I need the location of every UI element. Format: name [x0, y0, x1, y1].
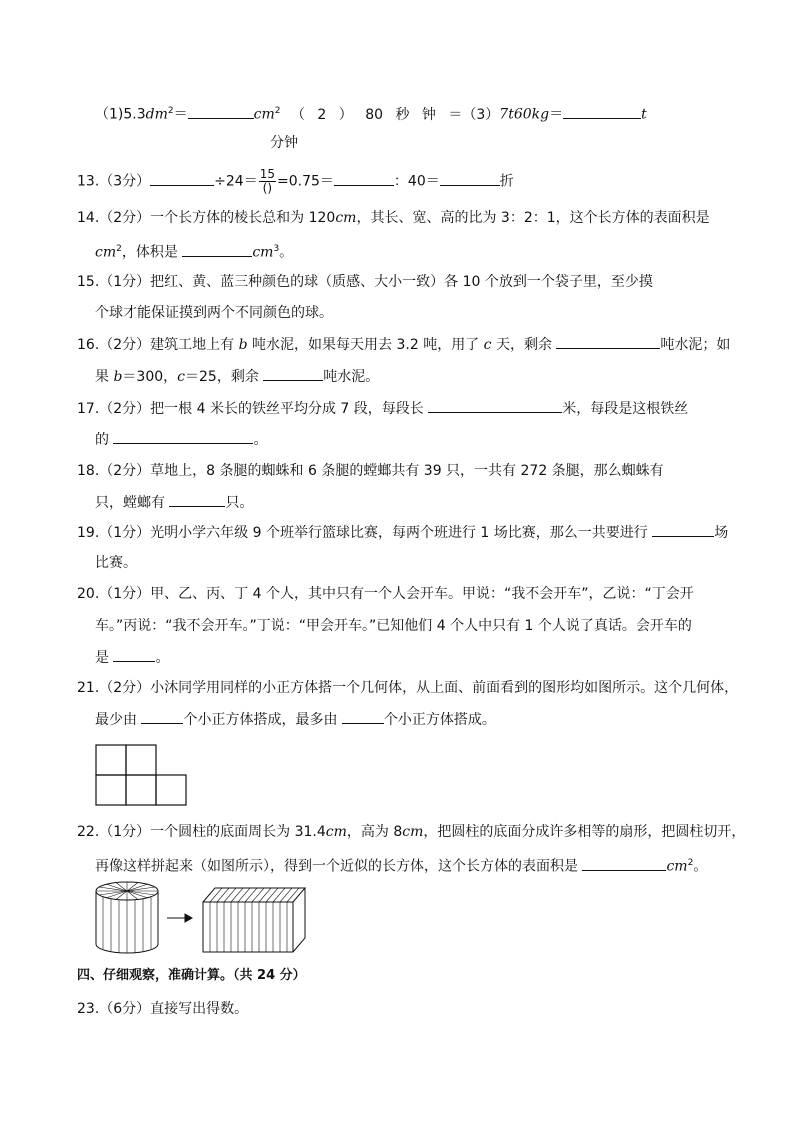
q21-square	[126, 775, 156, 805]
q12-blank-1[interactable]	[188, 104, 254, 119]
cylinder	[96, 882, 158, 953]
q20-line-3: 是 。	[95, 647, 169, 668]
q17-line-1: 17.（2分）把一根 4 米长的铁丝平均分成 7 段，每段长 米，每段是这根铁丝	[77, 398, 688, 419]
rectangular-prism	[203, 888, 305, 952]
q13-blank-3[interactable]	[440, 171, 500, 186]
arrow-icon	[167, 914, 192, 922]
q16-line-2: 果 b＝300，c＝25，剩余 吨水泥。	[95, 366, 379, 387]
q17-blank-2[interactable]	[113, 429, 253, 444]
q18-line-1: 18.（2分）草地上，8 条腿的蜘蛛和 6 条腿的螳螂共有 39 只，一共有 272 条腿，那么蜘蛛有	[77, 463, 664, 479]
q12-line-1: $(1)5.3dm^2= cm^2$ （ 2 ） 80 秒 钟 ＝（3）7t60kg＝ t	[95, 101, 647, 125]
q18-line-2: 只，螳螂有 只。	[95, 492, 253, 513]
q17-line-2: 的 。	[95, 429, 267, 450]
q21-square	[96, 775, 126, 805]
q20-line-2: 车。”丙说：“我不会开车。”丁说：“甲会开车。”已知他们 4 个人中只有 1 个人说了真话。会开车的	[95, 618, 692, 634]
q21-line-2: 最少由 个小正方体搭成，最多由 个小正方体搭成。	[95, 709, 496, 730]
q15-line-2: 个球才能保证摸到两个不同颜色的球。	[95, 305, 333, 321]
q22-line-1: 22.（1分）一个圆柱的底面周长为 31.4cm，高为 8cm，把圆柱的底面分成许多相等的扇形，把圆柱切开，	[77, 824, 746, 840]
q12-line-2: 分钟	[270, 135, 298, 151]
q21-square	[156, 775, 186, 805]
q13: 13.（3分） ÷24＝ $\frac{15}{()}$ =0.75＝ ：40＝ 折	[77, 167, 514, 195]
q14-blank[interactable]	[182, 242, 252, 257]
q22-cylinder-figure	[93, 880, 313, 955]
q19-line-1: 19.（1分）光明小学六年级 9 个班举行篮球比赛，每两个班进行 1 场比赛，那么一共要进行 场	[77, 522, 728, 543]
q15-line-1: 15.（1分）把红、黄、蓝三种颜色的球（质感、大小一致）各 10 个放到一个袋子里，至少摸	[77, 274, 653, 290]
q22-blank[interactable]	[582, 856, 666, 871]
q20-blank[interactable]	[113, 647, 155, 662]
q13-blank-2[interactable]	[334, 171, 394, 186]
q13-blank-1[interactable]	[150, 171, 214, 186]
q21-view-figure	[95, 744, 191, 808]
q23: 23.（6分）直接写出得数。	[77, 1001, 249, 1017]
q21-square	[126, 745, 156, 775]
q21-blank-1[interactable]	[141, 709, 183, 724]
q16-blank-1[interactable]	[556, 334, 660, 349]
q18-blank[interactable]	[169, 492, 225, 507]
q22-line-2: 再像这样拼起来（如图所示），得到一个近似的长方体，这个长方体的表面积是 $cm^2$。	[95, 853, 707, 877]
q14-line-2: $cm^2$，体积是 $cm^3$。	[95, 239, 293, 263]
q21-blank-2[interactable]	[342, 709, 384, 724]
q16-line-1: 16.（2分）建筑工地上有 b 吨水泥，如果每天用去 3.2 吨，用了 c 天，剩余 吨水泥；如	[77, 334, 730, 355]
q16-blank-2[interactable]	[263, 366, 323, 381]
q19-blank[interactable]	[652, 522, 714, 537]
q12-blank-3[interactable]	[563, 104, 641, 119]
q17-blank-1[interactable]	[428, 398, 562, 413]
q13-fraction: $\frac{15}{()}$	[259, 167, 275, 195]
q21-square	[96, 745, 126, 775]
q21-line-1: 21.（2分）小沐同学用同样的小正方体搭一个几何体，从上面、前面看到的图形均如图所示。这个几何体，	[77, 680, 739, 696]
section-4-heading: 四、仔细观察，准确计算。（共 24 分）	[77, 968, 306, 983]
q14-line-1: 14.（2分）一个长方体的棱长总和为 120cm，其长、宽、高的比为 3：2：1，这个长方体的表面积是	[77, 210, 710, 226]
q19-line-2: 比赛。	[95, 555, 137, 571]
q20-line-1: 20.（1分）甲、乙、丙、丁 4 个人，其中只有一个人会开车。甲说：“我不会开车”，乙说：“丁会开	[77, 586, 694, 602]
